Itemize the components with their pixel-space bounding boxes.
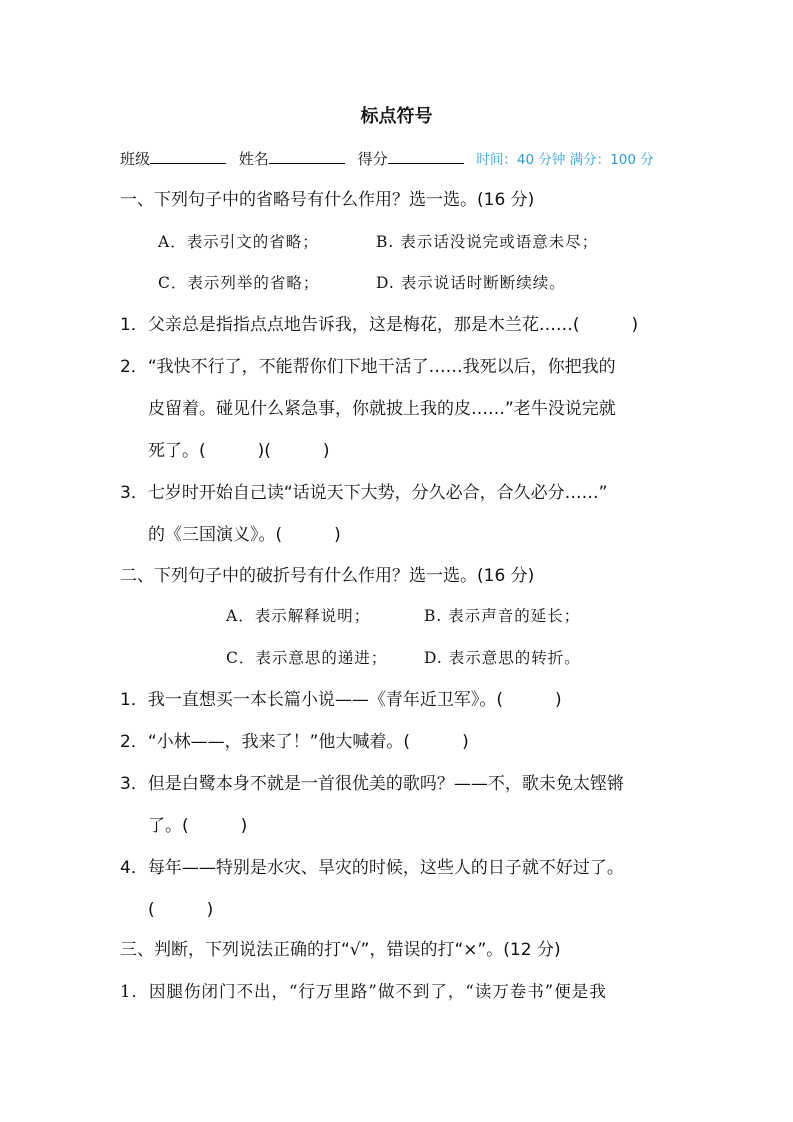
student-info-row bbox=[120, 148, 654, 171]
s2-question-4-line-1: 4．每年——特别是水灾、旱灾的时候，这些人的日子就不好过了。 bbox=[120, 858, 624, 878]
s2-question-2: 2．“小林——，我来了！”他大喊着。( ) bbox=[120, 732, 469, 752]
s2-option-c: C．表示意思的递进； bbox=[226, 649, 388, 667]
s1-option-b: B. 表示话没说完或语意未尽； bbox=[376, 233, 599, 251]
s1-question-2-line-3: 死了。( )( ) bbox=[148, 441, 330, 461]
section-2-heading: 二、下列句子中的破折号有什么作用？选一选。(16 分) bbox=[120, 566, 535, 586]
s1-question-3-line-1: 3．七岁时开始自己读“话说天下大势，分久必合，合久必分……” bbox=[120, 483, 608, 503]
s1-option-a: A．表示引文的省略； bbox=[158, 233, 319, 251]
class-label: 班级 bbox=[120, 150, 151, 168]
s1-option-d: D. 表示说话时断断续续。 bbox=[376, 274, 566, 292]
score-blank[interactable] bbox=[388, 149, 464, 164]
s2-question-3-line-2: 了。( ) bbox=[148, 816, 248, 836]
page-title: 标点符号 bbox=[360, 106, 433, 127]
score-label: 得分 bbox=[357, 150, 388, 168]
s1-question-1: 1．父亲总是指指点点地告诉我，这是梅花，那是木兰花……( ) bbox=[120, 315, 639, 335]
s2-option-d: D. 表示意思的转折。 bbox=[424, 649, 581, 667]
name-blank[interactable] bbox=[269, 149, 345, 164]
time-score-info: 时间：40 分钟 满分：100 分 bbox=[476, 152, 654, 168]
s1-option-c: C．表示列举的省略； bbox=[158, 274, 320, 292]
section-1-heading: 一、下列句子中的省略号有什么作用？选一选。(16 分) bbox=[120, 190, 535, 210]
s1-question-2-line-1: 2．“我快不行了，不能帮你们下地干活了……我死以后，你把我的 bbox=[120, 357, 616, 377]
name-label: 姓名 bbox=[238, 150, 269, 168]
s2-question-1: 1．我一直想买一本长篇小说——《青年近卫军》。( ) bbox=[120, 690, 562, 710]
s1-question-3-line-2: 的《三国演义》。( ) bbox=[148, 525, 341, 545]
s1-question-2-line-2: 皮留着。碰见什么紧急事，你就披上我的皮……”老牛没说完就 bbox=[148, 399, 616, 419]
section-3-heading: 三、判断，下列说法正确的打“√”，错误的打“×”。(12 分) bbox=[120, 940, 561, 960]
s2-question-4-line-2: ( ) bbox=[148, 900, 214, 920]
s2-question-3-line-1: 3．但是白鹭本身不就是一首很优美的歌吗？——不，歌未免太铿锵 bbox=[120, 774, 624, 794]
class-blank[interactable] bbox=[150, 149, 226, 164]
s2-option-a: A．表示解释说明； bbox=[226, 607, 371, 625]
s3-question-1: 1．因腿伤闭门不出，“行万里路”做不到了，“读万卷书”便是我 bbox=[120, 982, 607, 1001]
s2-option-b: B. 表示声音的延长； bbox=[424, 607, 581, 625]
